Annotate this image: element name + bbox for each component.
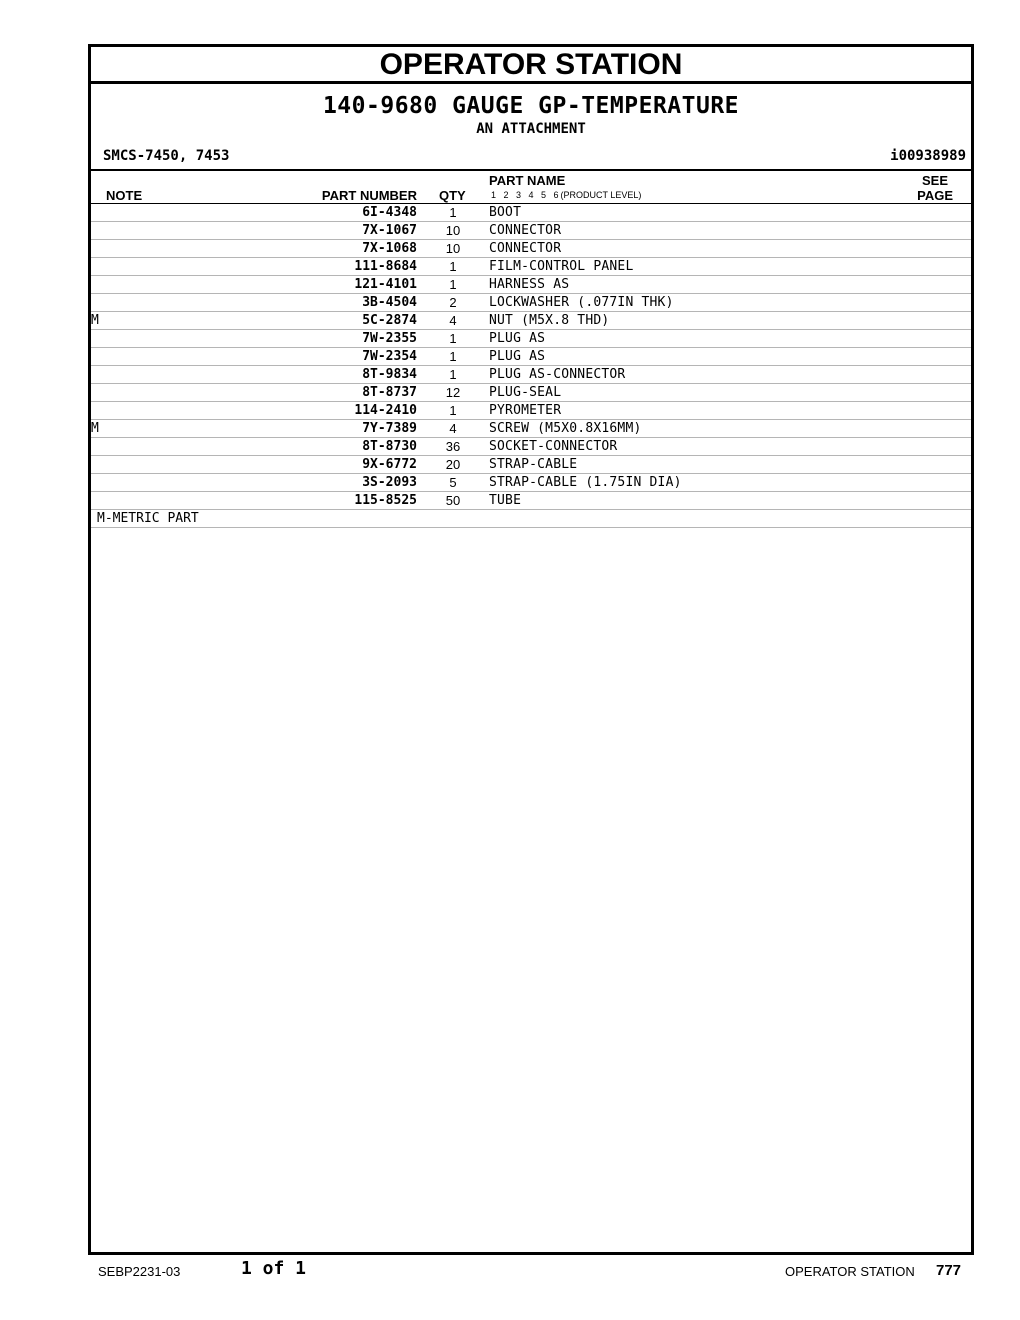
qty-cell: 4	[417, 312, 489, 330]
see-page-cell	[911, 384, 971, 402]
qty-cell: 10	[417, 240, 489, 258]
note-cell	[91, 402, 211, 420]
note-cell: M	[91, 312, 211, 330]
see-page-cell	[911, 312, 971, 330]
header-page: PAGE	[917, 188, 953, 203]
note-cell	[91, 204, 211, 222]
part-name-cell: PLUG-SEAL	[489, 384, 911, 402]
footer-section: OPERATOR STATION	[785, 1264, 915, 1279]
header-part-number: PART NUMBER	[321, 188, 417, 203]
qty-cell: 1	[417, 258, 489, 276]
part-number-cell: 7X-1067	[211, 222, 417, 240]
group-subtitle: AN ATTACHMENT	[476, 121, 586, 137]
footer-doc-number: SEBP2231-03	[98, 1264, 181, 1279]
see-page-cell	[911, 420, 971, 438]
illustration-id: i00938989	[890, 148, 966, 164]
note-cell	[91, 330, 211, 348]
see-page-cell	[911, 456, 971, 474]
see-page-cell	[911, 348, 971, 366]
part-name-cell: HARNESS AS	[489, 276, 911, 294]
table-row	[91, 312, 971, 330]
table-row	[91, 276, 971, 294]
part-number-cell: 6I-4348	[211, 204, 417, 222]
note-cell	[91, 492, 211, 510]
part-name-cell: LOCKWASHER (.077IN THK)	[489, 294, 911, 312]
table-row	[91, 492, 971, 510]
note-cell	[91, 348, 211, 366]
see-page-cell	[911, 204, 971, 222]
see-page-cell	[911, 258, 971, 276]
note-cell	[91, 240, 211, 258]
page-footer	[0, 1258, 1020, 1288]
part-number-cell: 114-2410	[211, 402, 417, 420]
qty-cell: 50	[417, 492, 489, 510]
part-name-cell: BOOT	[489, 204, 911, 222]
table-row	[91, 258, 971, 276]
table-row	[91, 294, 971, 312]
qty-cell: 5	[417, 474, 489, 492]
qty-cell: 36	[417, 438, 489, 456]
product-level-label: (PRODUCT LEVEL)	[560, 190, 642, 200]
table-row	[91, 348, 971, 366]
table-row	[91, 366, 971, 384]
qty-cell: 1	[417, 402, 489, 420]
table-row	[91, 240, 971, 258]
qty-cell: 2	[417, 294, 489, 312]
product-level-numbers: 1 2 3 4 5 6	[491, 190, 559, 200]
part-number-cell: 8T-9834	[211, 366, 417, 384]
part-number-cell: 9X-6772	[211, 456, 417, 474]
part-number-cell: 7X-1068	[211, 240, 417, 258]
see-page-cell	[911, 240, 971, 258]
note-cell	[91, 276, 211, 294]
table-row	[91, 402, 971, 420]
see-page-cell	[911, 330, 971, 348]
part-name-cell: FILM-CONTROL PANEL	[489, 258, 911, 276]
table-row	[91, 222, 971, 240]
part-number-cell: 5C-2874	[211, 312, 417, 330]
see-page-cell	[911, 492, 971, 510]
header-note: NOTE	[106, 188, 143, 203]
part-name-cell: NUT (M5X.8 THD)	[489, 312, 911, 330]
table-row	[91, 330, 971, 348]
note-cell	[91, 456, 211, 474]
see-page-cell	[911, 366, 971, 384]
note-cell	[91, 438, 211, 456]
note-cell	[91, 222, 211, 240]
group-title: 140-9680 GAUGE GP-TEMPERATURE	[322, 93, 740, 119]
qty-cell: 4	[417, 420, 489, 438]
parts-table	[91, 204, 971, 510]
part-name-cell: SCREW (M5X0.8X16MM)	[489, 420, 911, 438]
part-name-cell: PLUG AS	[489, 330, 911, 348]
part-name-cell: TUBE	[489, 492, 911, 510]
metric-footnote: M-METRIC PART	[91, 510, 971, 528]
note-cell	[91, 258, 211, 276]
part-number-cell: 7W-2354	[211, 348, 417, 366]
table-row	[91, 474, 971, 492]
part-number-cell: 111-8684	[211, 258, 417, 276]
part-name-cell: SOCKET-CONNECTOR	[489, 438, 911, 456]
column-headers	[91, 171, 971, 204]
note-cell	[91, 366, 211, 384]
see-page-cell	[911, 402, 971, 420]
see-page-cell	[911, 294, 971, 312]
part-number-cell: 3B-4504	[211, 294, 417, 312]
smcs-row	[91, 147, 971, 169]
header-product-levels	[491, 190, 641, 200]
part-name-cell: CONNECTOR	[489, 222, 911, 240]
part-number-cell: 7Y-7389	[211, 420, 417, 438]
note-cell	[91, 474, 211, 492]
qty-cell: 1	[417, 276, 489, 294]
qty-cell: 1	[417, 330, 489, 348]
table-row	[91, 204, 971, 222]
part-number-cell: 8T-8730	[211, 438, 417, 456]
header-see: SEE	[921, 173, 948, 188]
see-page-cell	[911, 474, 971, 492]
footer-page-of: 1 of 1	[241, 1258, 307, 1279]
part-number-cell: 3S-2093	[211, 474, 417, 492]
see-page-cell	[911, 276, 971, 294]
note-cell	[91, 384, 211, 402]
part-name-cell: CONNECTOR	[489, 240, 911, 258]
part-number-cell: 115-8525	[211, 492, 417, 510]
qty-cell: 20	[417, 456, 489, 474]
parts-page-frame	[88, 44, 974, 1255]
see-page-cell	[911, 222, 971, 240]
qty-cell: 1	[417, 204, 489, 222]
smcs-code: SMCS-7450, 7453	[103, 148, 230, 164]
header-part-name: PART NAME	[489, 173, 566, 188]
footer-page-number: 777	[936, 1262, 962, 1279]
part-name-cell: PYROMETER	[489, 402, 911, 420]
note-cell	[91, 294, 211, 312]
note-cell: M	[91, 420, 211, 438]
parts-table-body	[91, 204, 971, 510]
part-name-cell: STRAP-CABLE (1.75IN DIA)	[489, 474, 911, 492]
part-name-cell: PLUG AS-CONNECTOR	[489, 366, 911, 384]
qty-cell: 1	[417, 366, 489, 384]
table-row	[91, 384, 971, 402]
see-page-cell	[911, 438, 971, 456]
part-number-cell: 7W-2355	[211, 330, 417, 348]
table-row	[91, 420, 971, 438]
part-number-cell: 121-4101	[211, 276, 417, 294]
header-qty: QTY	[439, 188, 466, 203]
qty-cell: 1	[417, 348, 489, 366]
qty-cell: 10	[417, 222, 489, 240]
qty-cell: 12	[417, 384, 489, 402]
part-name-cell: PLUG AS	[489, 348, 911, 366]
table-row	[91, 456, 971, 474]
section-title: OPERATOR STATION	[91, 47, 971, 84]
part-name-cell: STRAP-CABLE	[489, 456, 911, 474]
table-row	[91, 438, 971, 456]
part-number-cell: 8T-8737	[211, 384, 417, 402]
